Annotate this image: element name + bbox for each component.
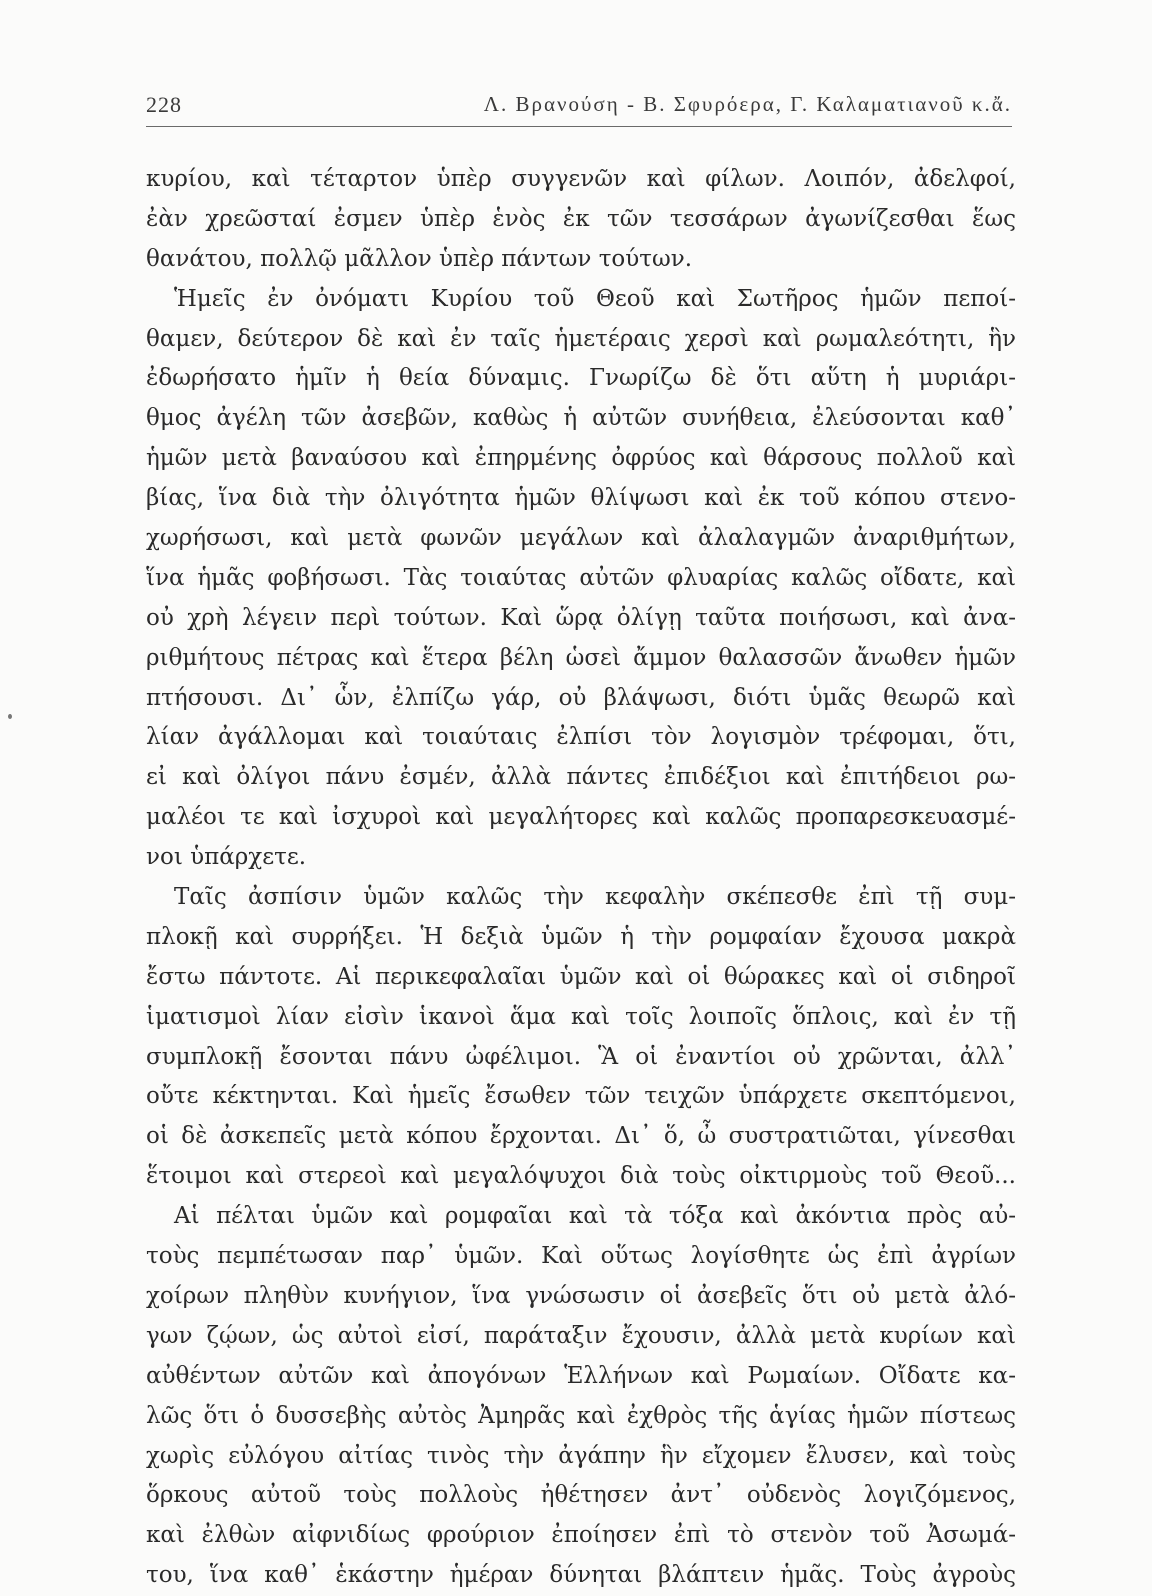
text-line: Αἱ πέλται ὑμῶν καὶ ρομφαῖαι καὶ τὰ τόξα καὶ ἀκόντια πρὸς αὐ- bbox=[174, 1203, 1016, 1230]
text-line: λίαν ἀγάλλομαι καὶ τοιαύταις ἐλπίσι τὸν λογισμὸν τρέφομαι, ὅτι, bbox=[146, 724, 1016, 751]
text-line: καὶ ἐλθὼν αἰφνιδίως φρούριον ἐποίησεν ἐπὶ τὸ στενὸν τοῦ Ἀσωμά- bbox=[146, 1522, 1016, 1549]
page-header bbox=[146, 92, 1012, 126]
text-line: ἐὰν χρεῶσταί ἐσμεν ὑπὲρ ἑνὸς ἐκ τῶν τεσσάρων ἀγωνίζεσθαι ἕως bbox=[146, 205, 1016, 232]
text-line: ἵνα ἡμᾶς φοβήσωσι. Τὰς τοιαύτας αὐτῶν φλυαρίας καλῶς οἴδατε, καὶ bbox=[146, 564, 1016, 591]
text-line: βίας, ἵνα διὰ τὴν ὀλιγότητα ἡμῶν θλίψωσι καὶ ἐκ τοῦ κόπου στενο- bbox=[146, 485, 1016, 512]
text-line: ὅρκους αὐτοῦ τοὺς πολλοὺς ἠθέτησεν ἀντ᾽ οὐδενὸς λογιζόμενος, bbox=[146, 1482, 1016, 1509]
text-line: εἰ καὶ ὀλίγοι πάνυ ἐσμέν, ἀλλὰ πάντες ἐπιδέξιοι καὶ ἐπιτήδειοι ρω- bbox=[146, 764, 1016, 791]
page-number: 228 bbox=[146, 92, 182, 117]
text-line: θμος ἀγέλη τῶν ἀσεβῶν, καθὼς ἡ αὐτῶν συνήθεια, ἐλεύσονται καθ᾽ bbox=[146, 405, 1016, 432]
text-line: θαμεν, δεύτερον δὲ καὶ ἐν ταῖς ἡμετέραις χερσὶ καὶ ρωμαλεότητι, ἣν bbox=[146, 325, 1016, 352]
text-line: χοίρων πληθὺν κυνήγιον, ἵνα γνώσωσιν οἱ ἀσεβεῖς ὅτι οὐ μετὰ ἀλό- bbox=[146, 1282, 1016, 1309]
text-line: χωρήσωσι, καὶ μετὰ φωνῶν μεγάλων καὶ ἀλαλαγμῶν ἀναριθμήτων, bbox=[146, 525, 1016, 552]
text-line: ἱματισμοὶ λίαν εἰσὶν ἱκανοὶ ἅμα καὶ τοῖς λοιποῖς ὅπλοις, καὶ ἐν τῇ bbox=[146, 1003, 1016, 1030]
text-line: οὔτε κέκτηνται. Καὶ ἡμεῖς ἔσωθεν τῶν τειχῶν ὑπάρχετε σκεπτόμενοι, bbox=[146, 1083, 1016, 1110]
text-line: οἱ δὲ ἀσκεπεῖς μετὰ κόπου ἔρχονται. Δι᾽ ὅ, ὦ συστρατιῶται, γίνεσθαι bbox=[146, 1123, 1016, 1150]
text-line: μαλέοι τε καὶ ἰσχυροὶ καὶ μεγαλήτορες καὶ καλῶς προπαρεσκευασμέ- bbox=[146, 804, 1016, 831]
body-text bbox=[146, 160, 1016, 1596]
text-line: Ταῖς ἀσπίσιν ὑμῶν καλῶς τὴν κεφαλὴν σκέπεσθε ἐπὶ τῇ συμ- bbox=[174, 884, 1016, 911]
text-line: Ἡμεῖς ἐν ὀνόματι Κυρίου τοῦ Θεοῦ καὶ Σωτῆρος ἡμῶν πεποί- bbox=[174, 285, 1016, 312]
text-line: λῶς ὅτι ὁ δυσσεβὴς αὐτὸς Ἀμηρᾶς καὶ ἐχθρὸς τῆς ἁγίας ἡμῶν πίστεως bbox=[146, 1402, 1016, 1429]
text-line: κυρίου, καὶ τέταρτον ὑπὲρ συγγενῶν καὶ φίλων. Λοιπόν, ἀδελφοί, bbox=[146, 166, 1016, 192]
text-line: νοι ὑπάρχετε. bbox=[146, 844, 307, 871]
text-line: ἐδωρήσατο ἡμῖν ἡ θεία δύναμις. Γνωρίζω δὲ ὅτι αὕτη ἡ μυριάρι- bbox=[146, 365, 1016, 392]
text-line: ἔστω πάντοτε. Αἱ περικεφαλαῖαι ὑμῶν καὶ οἱ θώρακες καὶ οἱ σιδηροῖ bbox=[146, 963, 1016, 990]
running-head: Λ. Βρανούση - Β. Σφυρόερα, Γ. Καλαματιανοῦ κ.ἄ. bbox=[483, 92, 1012, 116]
text-line: τοὺς πεμπέτωσαν παρ᾽ ὑμῶν. Καὶ οὕτως λογίσθητε ὡς ἐπὶ ἀγρίων bbox=[146, 1243, 1016, 1270]
text-line: θανάτου, πολλῷ μᾶλλον ὑπὲρ πάντων τούτων. bbox=[146, 245, 693, 272]
text-line: αὐθέντων αὐτῶν καὶ ἀπογόνων Ἑλλήνων καὶ Ρωμαίων. Οἴδατε κα- bbox=[146, 1362, 1016, 1389]
text-line: γων ζῴων, ὡς αὐτοὶ εἰσί, παράταξιν ἔχουσιν, ἀλλὰ μετὰ κυρίων καὶ bbox=[146, 1322, 1016, 1349]
text-line: συμπλοκῇ ἔσονται πάνυ ὠφέλιμοι. Ἃ οἱ ἐναντίοι οὐ χρῶνται, ἀλλ᾽ bbox=[146, 1043, 1016, 1070]
text-line: ἡμῶν μετὰ βαναύσου καὶ ἐπηρμένης ὀφρύος καὶ θάρσους πολλοῦ καὶ bbox=[146, 445, 1016, 472]
header-rule bbox=[146, 126, 1012, 127]
text-line: οὐ χρὴ λέγειν περὶ τούτων. Καὶ ὥρᾳ ὀλίγῃ ταῦτα ποιήσωσι, καὶ ἀνα- bbox=[146, 604, 1016, 631]
text-line: του, ἵνα καθ᾽ ἑκάστην ἡμέραν δύνηται βλάπτειν ἡμᾶς. Τοὺς ἀγροὺς bbox=[146, 1562, 1016, 1589]
text-line: ριθμήτους πέτρας καὶ ἕτερα βέλη ὡσεὶ ἄμμον θαλασσῶν ἄνωθεν ἡμῶν bbox=[146, 644, 1016, 671]
scan-speck bbox=[8, 714, 12, 719]
text-line: πτήσουσι. Δι᾽ ὧν, ἐλπίζω γάρ, οὐ βλάψωσι, διότι ὑμᾶς θεωρῶ καὶ bbox=[146, 684, 1016, 711]
text-line: ἕτοιμοι καὶ στερεοὶ καὶ μεγαλόψυχοι διὰ τοὺς οἰκτιρμοὺς τοῦ Θεοῦ... bbox=[146, 1163, 1016, 1190]
text-line: πλοκῇ καὶ συρρήξει. Ἡ δεξιὰ ὑμῶν ἡ τὴν ρομφαίαν ἔχουσα μακρὰ bbox=[146, 923, 1016, 950]
text-line: χωρὶς εὐλόγου αἰτίας τινὸς τὴν ἀγάπην ἣν εἴχομεν ἔλυσεν, καὶ τοὺς bbox=[146, 1442, 1016, 1469]
